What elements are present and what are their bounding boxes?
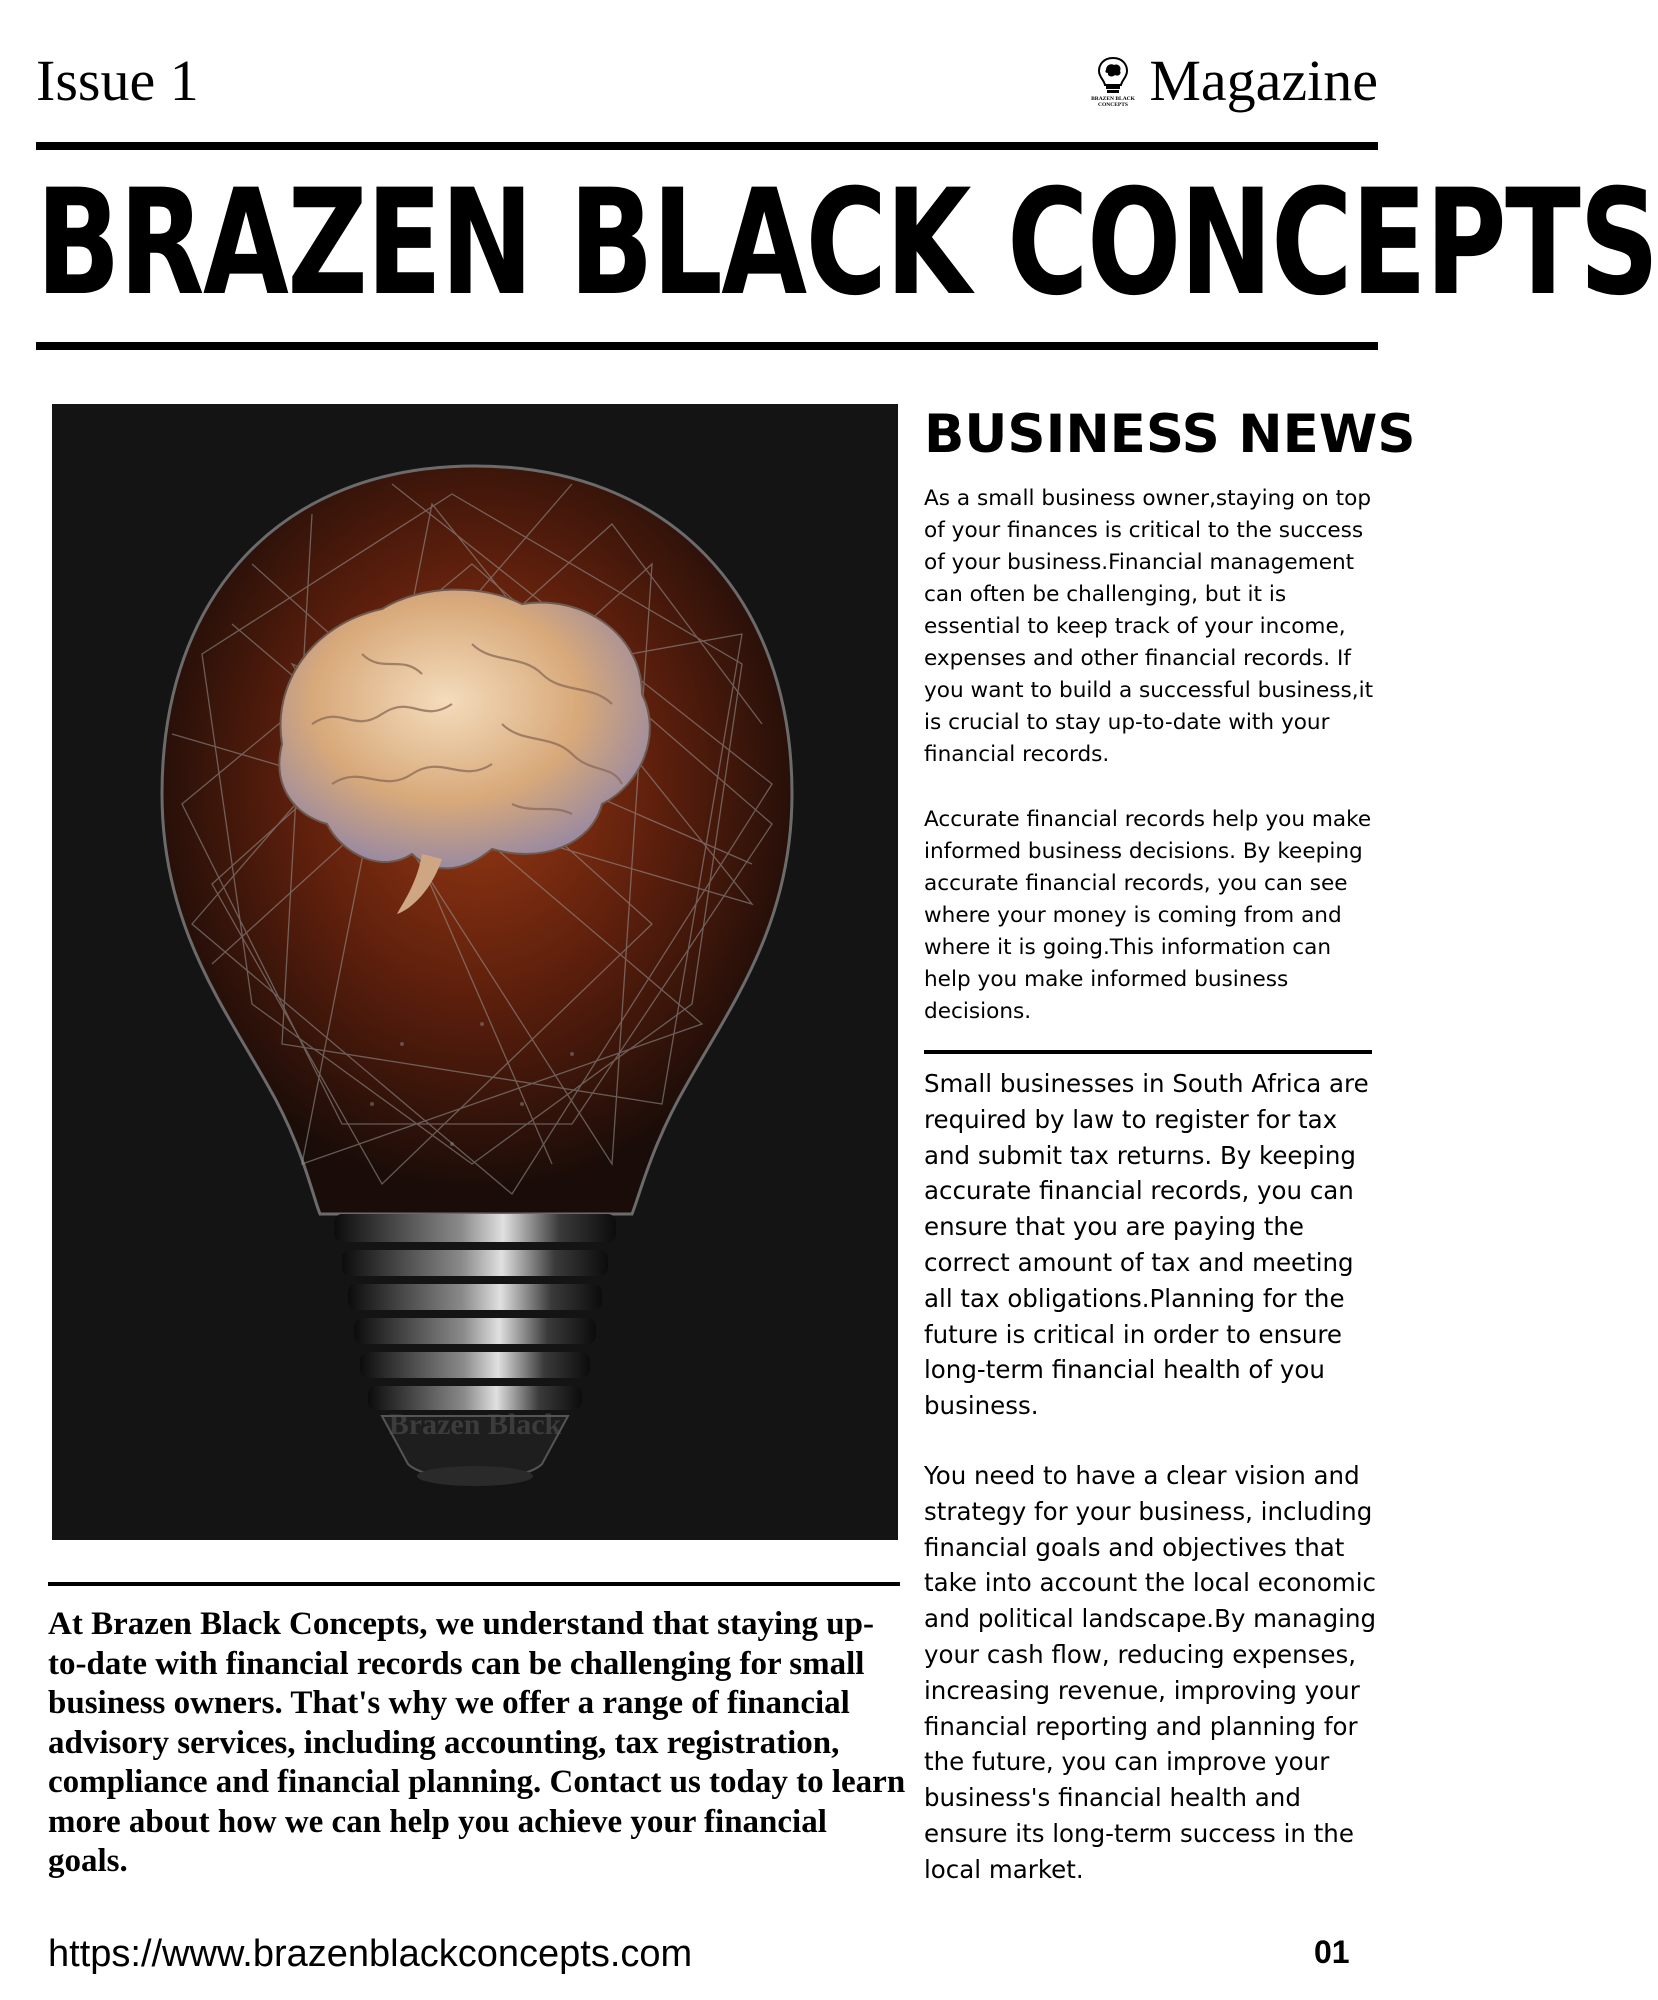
news-paragraph-2: Accurate financial records help you make informed business decisions. By keeping accurate financial records, you can see where your money is coming from and where it is going.This information can help you make informed business decisions. [924, 807, 1372, 1024]
svg-text:Brazen Black: Brazen Black [388, 1408, 562, 1441]
masthead-top-rule [36, 142, 1378, 150]
issue-label: Issue 1 [36, 48, 199, 113]
business-news-heading: BUSINESS NEWS [924, 404, 1416, 465]
magazine-label: Magazine [1149, 48, 1378, 113]
masthead-bottom-rule [36, 342, 1378, 350]
website-link[interactable]: https://www.brazenblackconcepts.com [48, 1933, 693, 1975]
news-paragraph-1: As a small business owner,staying on top of your finances is critical to the success of your business.Financial management can often be challenging, but it is essential to keep track of your income, expenses and other financial records. If you want to build a successful business,it is crucial to stay up-to-date with your financial records. [924, 486, 1374, 767]
brain-bulb-logo-icon [1091, 54, 1135, 108]
masthead-title: BRAZEN BLACK CONCEPTS [36, 158, 1658, 328]
svg-text:CONCEPTS: CONCEPTS [1098, 102, 1129, 108]
news-divider [924, 1050, 1372, 1054]
page-number: 01 [1314, 1934, 1350, 1970]
magazine-brand [1091, 48, 1378, 113]
news-paragraph-4: You need to have a clear vision and strategy for your business, including financial goals and objectives that take into account the local economic and political landscape.By managing your cash flow, reducing expenses, increasing revenue, improving your financial reporting and planning for the future, you can improve your business's financial health and ensure its long-term success in the local market. [924, 1461, 1377, 1884]
brain-lightbulb-illustration [52, 404, 898, 1540]
news-paragraph-3: Small businesses in South Africa are required by law to register for tax and submit tax returns. By keeping accurate financial records, you can ensure that you are paying the correct amount of tax and meeting all tax obligations.Planning for the future is critical in order to ensure long-term financial health of you business. [924, 1069, 1369, 1421]
promo-divider [48, 1582, 900, 1586]
svg-text:BRAZEN BLACK: BRAZEN BLACK [1091, 96, 1136, 102]
promo-paragraph: At Brazen Black Concepts, we understand that staying up-to-date with financial records can be challenging for small business owners. That's why we offer a range of financial advisory services, including accounting, tax registration, compliance and financial planning. Contact us today to learn more about how we can help you achieve your financial goals. [48, 1606, 906, 1879]
hero-image [52, 404, 898, 1540]
